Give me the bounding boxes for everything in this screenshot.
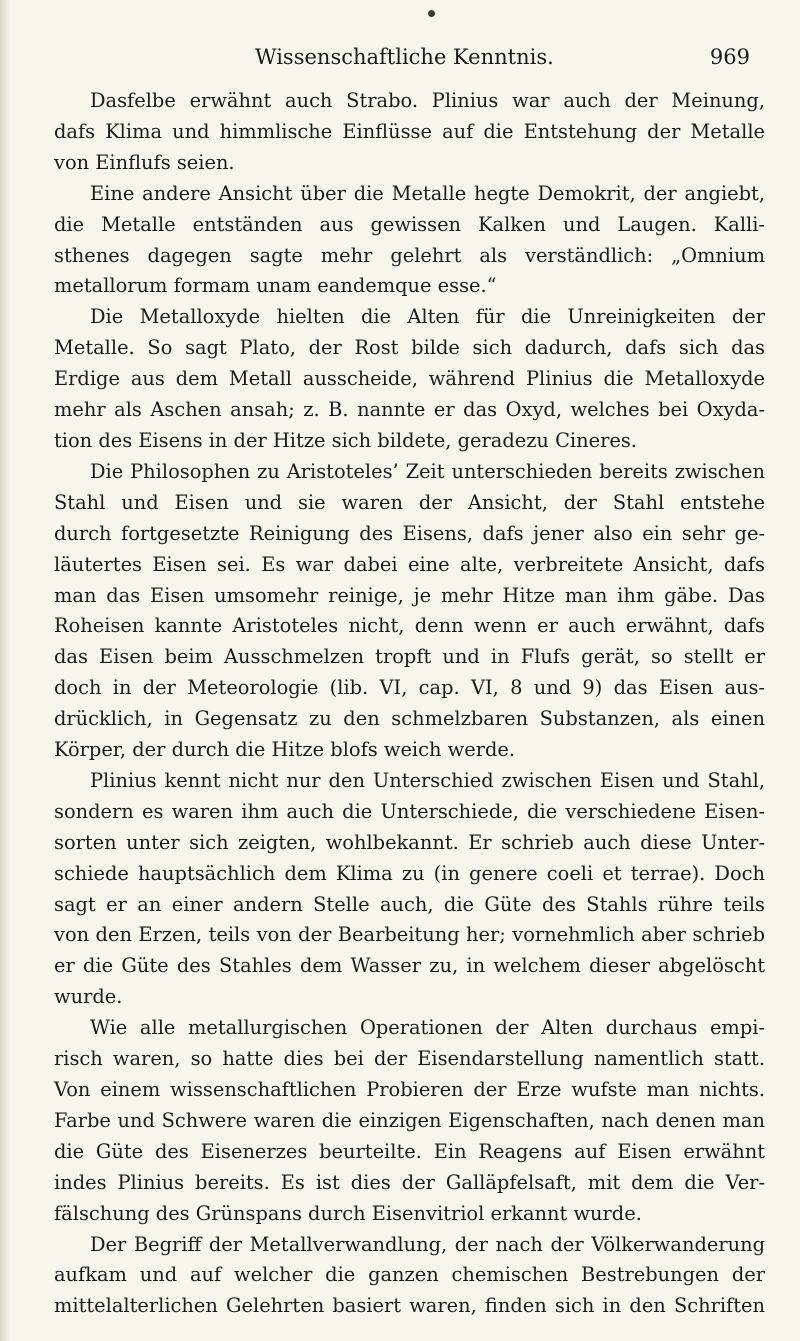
paragraph [54, 302, 765, 457]
text-line: tion des Eisens in der Hitze sich bildete, geradezu Cineres. [54, 428, 637, 452]
page-edge [0, 0, 10, 1341]
text-line: Dasfelbe erwähnt auch Strabo. Plinius war auch der Meinung, [90, 89, 765, 112]
text-line: er die Güte des Stahles dem Wasser zu, in welchem dieser abgelöscht [54, 954, 765, 978]
text-line: doch in der Meteorologie (lib. VI, cap. VI, 8 und 9) das Eisen aus- [54, 676, 765, 700]
text-line: mittelalterlichen Gelehrten basiert waren, finden sich in den Schriften [54, 1294, 765, 1318]
page-number: 969 [709, 45, 750, 69]
text-line: mehr als Aschen ansah; z. B. nannte er das Oxyd, welches bei Oxyda- [54, 398, 765, 422]
text-line: das Eisen beim Ausschmelzen tropft und in Flufs gerät, so stellt er [54, 645, 765, 669]
paragraph [54, 457, 765, 766]
text-line: Stahl und Eisen und sie waren der Ansicht, der Stahl entstehe [54, 490, 765, 514]
text-line: risch waren, so hatte dies bei der Eisendarstellung namentlich statt. [54, 1047, 765, 1071]
text-line: dafs Klima und himmlische Einflüsse auf die Entstehung der Metalle [54, 119, 765, 143]
text-line: sagt er an einer andern Stelle auch, die Güte des Stahls rühre teils [54, 892, 765, 916]
text-line: die Güte des Eisenerzes beurteilte. Ein Reagens auf Eisen erwähnt [54, 1139, 765, 1163]
text-line: metallorum formam unam eandemque esse.“ [54, 274, 497, 298]
header-title: Wissenschaftliche Kenntnis. [255, 45, 554, 69]
text-line: man das Eisen umsomehr reinige, je mehr Hitze man ihm gäbe. Das [54, 583, 765, 607]
text-line: von Einflufs seien. [54, 150, 235, 174]
text-line: fälschung des Grünspans durch Eisenvitriol erkannt wurde. [54, 1201, 642, 1225]
text-line: Die Philosophen zu Aristoteles’ Zeit unterschieden bereits zwischen [90, 459, 765, 483]
text-line: schiede hauptsächlich dem Klima zu (in genere coeli et terrae). Doch [54, 861, 765, 885]
text-line: die Metalle entständen aus gewissen Kalken und Laugen. Kalli- [54, 212, 765, 236]
text-line: sthenes dagegen sagte mehr gelehrt als verständlich: „Omnium [54, 243, 765, 267]
text-line: Eine andere Ansicht über die Metalle hegte Demokrit, der angiebt, [90, 181, 765, 205]
paragraph [54, 1230, 765, 1323]
text-line: durch fortgesetzte Reinigung des Eisens, dafs jener also ein sehr ge- [54, 521, 765, 545]
text-line: aufkam und auf welcher die ganzen chemischen Bestrebungen der [54, 1263, 765, 1287]
text-line: Die Metalloxyde hielten die Alten für die Unreinigkeiten der [90, 305, 765, 329]
text-line: Erdige aus dem Metall ausscheide, während Plinius die Metalloxyde [54, 367, 765, 391]
paragraph [54, 86, 765, 179]
text-line: Körper, der durch die Hitze blofs weich werde. [54, 738, 516, 762]
text-line: Metalle. So sagt Plato, der Rost bilde sich dadurch, dafs sich das [54, 336, 765, 360]
body-text [54, 86, 765, 1322]
print-mark [428, 10, 435, 17]
text-line: sondern es waren ihm auch die Unterschiede, die verschiedene Eisen- [54, 799, 765, 823]
paragraph [54, 1013, 765, 1229]
text-line: Farbe und Schwere waren die einzigen Eigenschaften, nach denen man [54, 1108, 765, 1132]
paragraph [54, 179, 765, 303]
text-line: Roheisen kannte Aristoteles nicht, denn wenn er auch erwähnt, dafs [54, 614, 765, 638]
text-line: läutertes Eisen sei. Es war dabei eine alte, verbreitete Ansicht, dafs [54, 552, 765, 576]
text-line: sorten unter sich zeigten, wohlbekannt. Er schrieb auch diese Unter- [54, 830, 765, 854]
text-line: Der Begriff der Metallverwandlung, der nach der Völkerwanderung [90, 1232, 765, 1256]
text-line: Wie alle metallurgischen Operationen der Alten durchaus empi- [90, 1016, 765, 1040]
text-line: drücklich, in Gegensatz zu den schmelzbaren Substanzen, als einen [54, 707, 765, 731]
text-line: Von einem wissenschaftlichen Probieren der Erze wufste man nichts. [54, 1078, 765, 1101]
text-line: wurde. [54, 985, 123, 1009]
text-line: indes Plinius bereits. Es ist dies der Galläpfelsaft, mit dem die Ver- [54, 1170, 765, 1194]
text-line: von den Erzen, teils von der Bearbeitung her; vornehmlich aber schrieb [54, 923, 765, 947]
text-line: Plinius kennt nicht nur den Unterschied zwischen Eisen und Stahl, [90, 768, 765, 792]
paragraph [54, 766, 765, 1013]
